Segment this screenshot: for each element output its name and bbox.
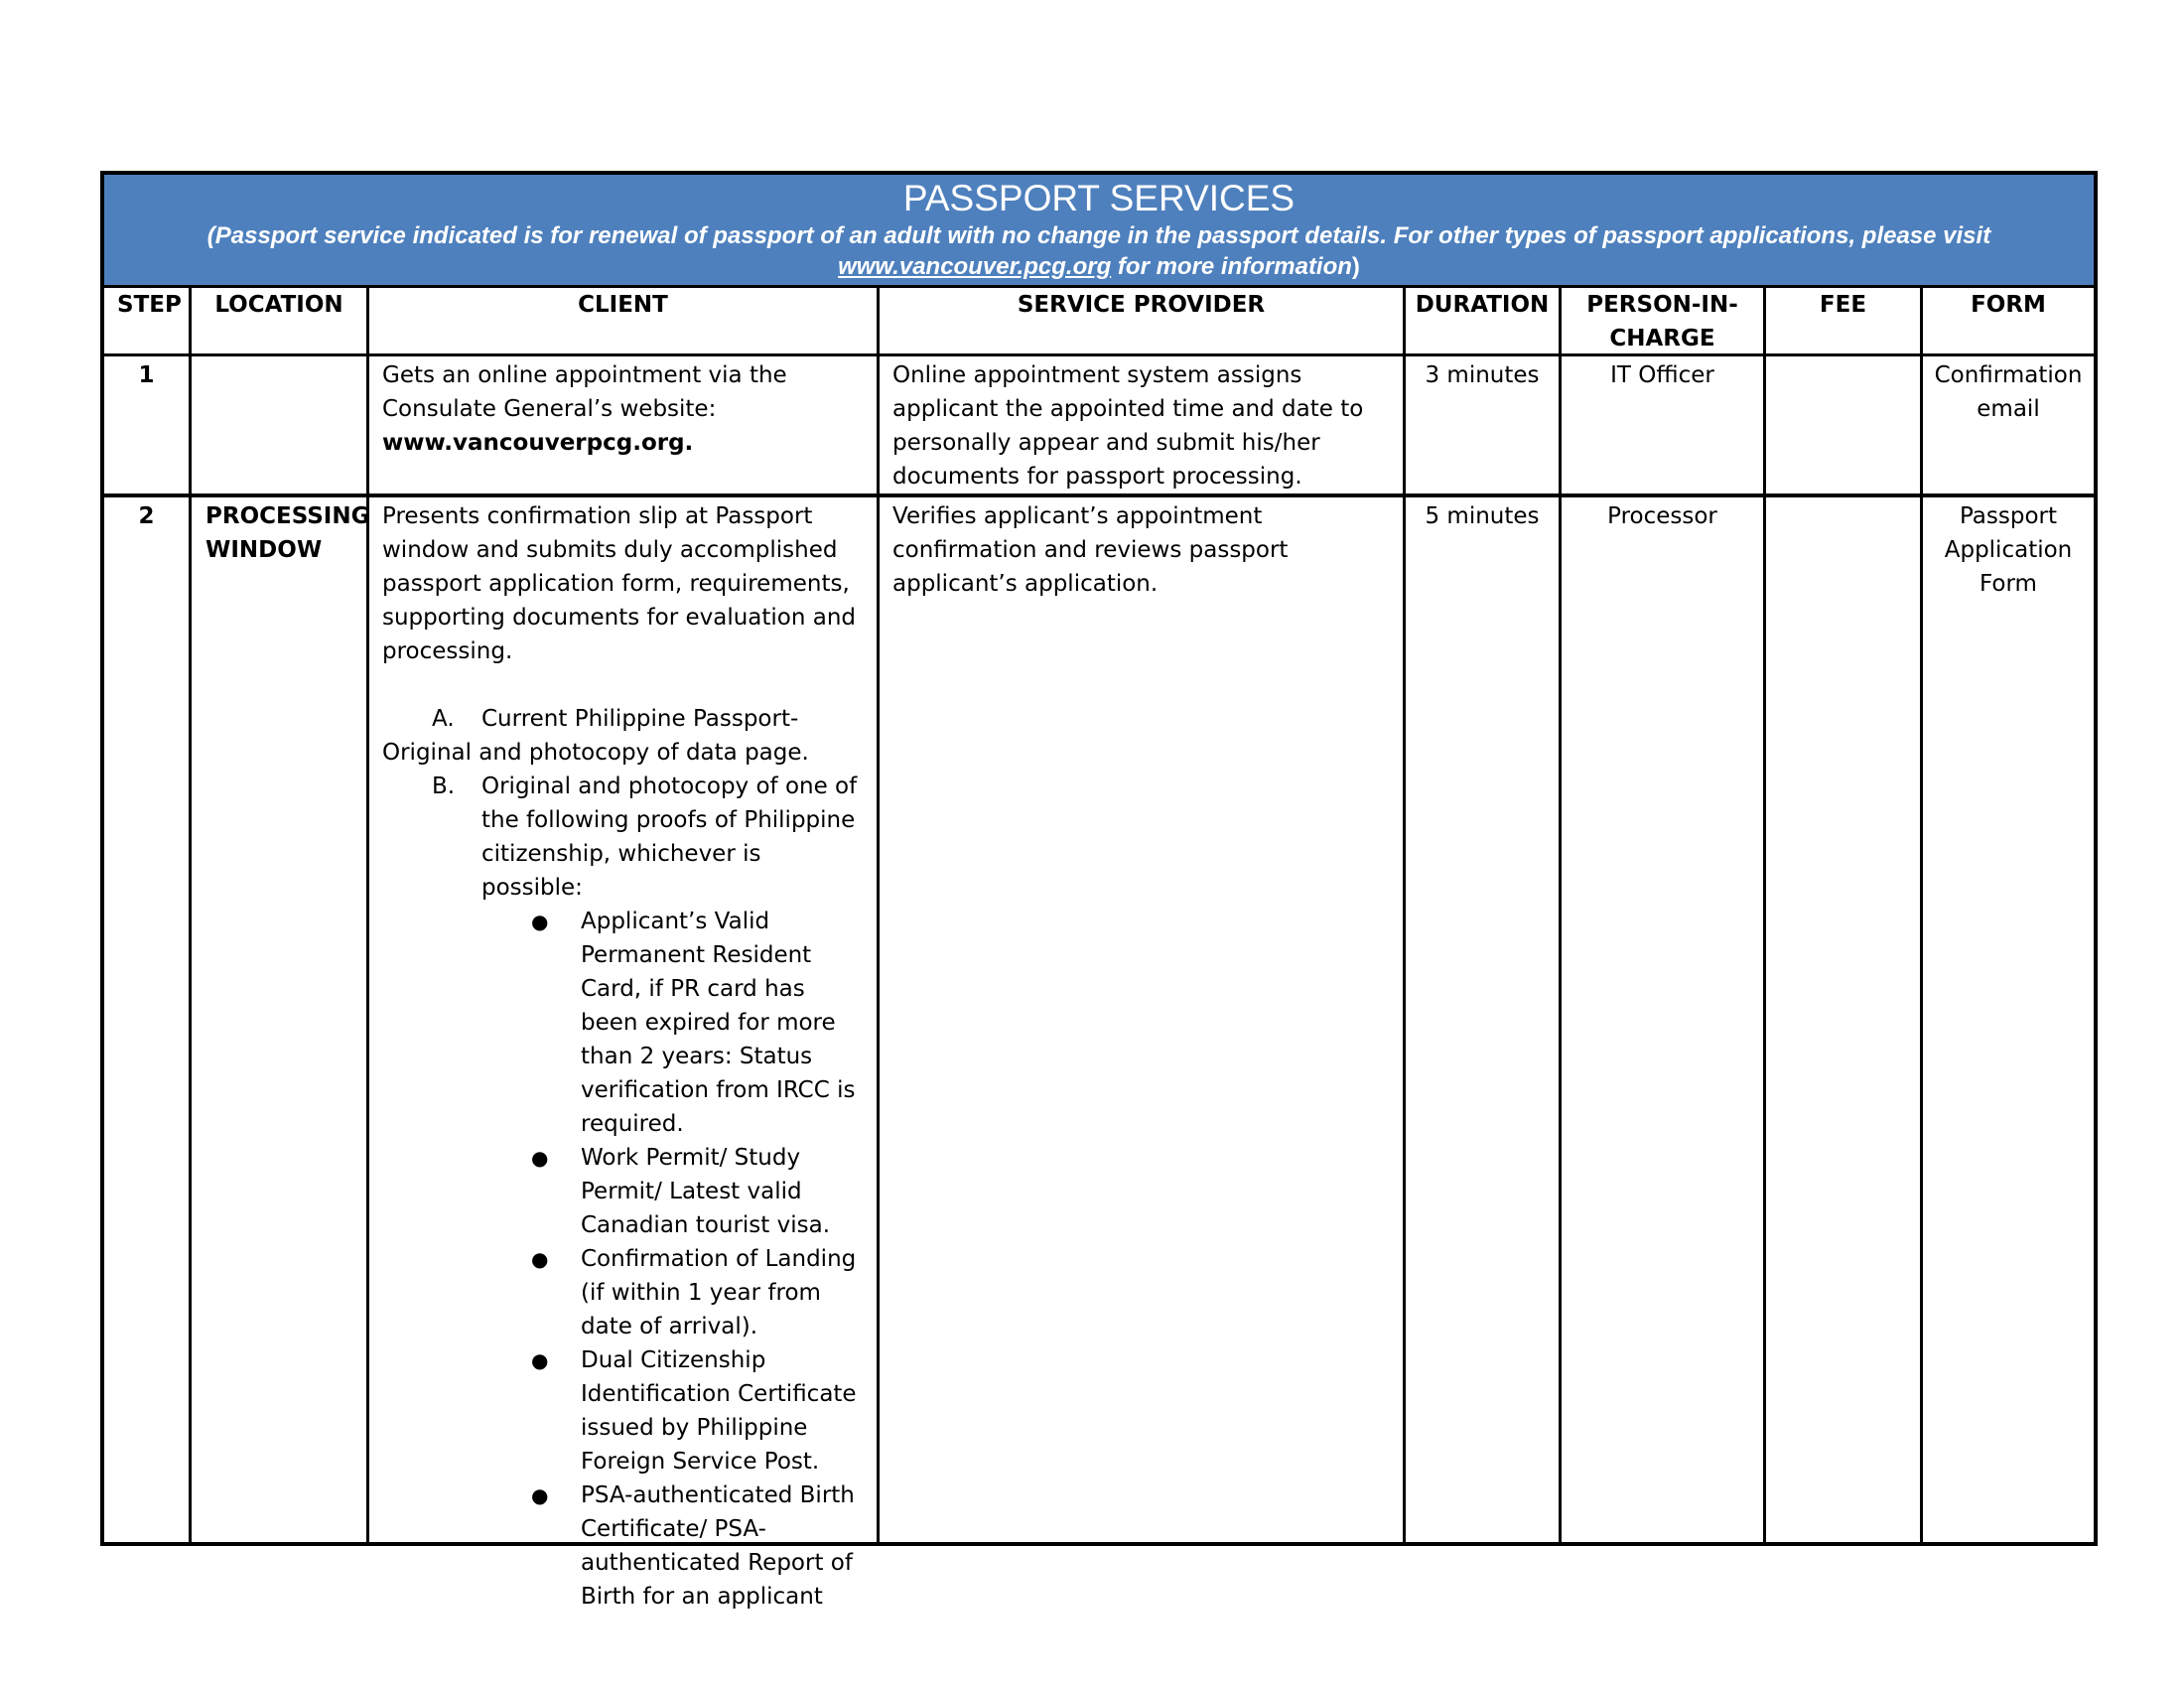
row1-client-text: Gets an online appointment via the Consulate General’s website: bbox=[382, 362, 787, 422]
website-link[interactable]: www.vancouver.pcg.org bbox=[838, 253, 1112, 280]
row1-fee bbox=[1766, 356, 1923, 497]
row2-client-intro: Presents confirmation slip at Passport window and submits duly accomplished passport application form, requirements, supporting documents for evaluation and processing. bbox=[382, 503, 857, 664]
row1-person-in-charge: IT Officer bbox=[1562, 356, 1766, 497]
bullet-item: ● PSA-authenticated Birth Certificate/ PSA-authenticated Report of Birth for an applicant bbox=[382, 1478, 864, 1614]
row2-step: 2 bbox=[104, 497, 192, 1542]
header-step: STEP bbox=[104, 285, 192, 356]
list-item-b: B. Original and photocopy of one of the following proofs of Philippine citizenship, whichever is possible: bbox=[382, 770, 864, 905]
row2-client bbox=[369, 497, 880, 1610]
subtitle-close: ) bbox=[1351, 253, 1360, 280]
row2-duration: 5 minutes bbox=[1406, 497, 1562, 1542]
table-subtitle bbox=[134, 220, 2064, 282]
bullet-icon: ● bbox=[531, 1247, 549, 1271]
row2-service-provider: Verifies applicant’s appointment confirmation and reviews passport applicant’s application. bbox=[880, 497, 1406, 1542]
row1-location bbox=[192, 356, 369, 497]
header-form: FORM bbox=[1923, 285, 2094, 356]
list-marker-b: B. bbox=[432, 774, 456, 799]
bullet-item: ● Work Permit/ Study Permit/ Latest valid Canadian tourist visa. bbox=[382, 1141, 864, 1242]
passport-services-table bbox=[100, 171, 2098, 1610]
header-client: CLIENT bbox=[369, 285, 880, 356]
bullet-icon: ● bbox=[531, 910, 549, 933]
row2-location: PROCESSING WINDOW bbox=[192, 497, 369, 1542]
header-fee: FEE bbox=[1766, 285, 1923, 356]
row2-person-in-charge: Processor bbox=[1562, 497, 1766, 1542]
subtitle-text: (Passport service indicated is for renewal of passport of an adult with no change in the passport details. For other types of passport applications, please visit bbox=[206, 222, 1991, 249]
header-person-in-charge: PERSON-IN- CHARGE bbox=[1562, 285, 1766, 356]
row1-service-provider: Online appointment system assigns applicant the appointed time and date to personally appear and submit his/her documents for passport processing. bbox=[880, 356, 1406, 497]
header-duration: DURATION bbox=[1406, 285, 1562, 356]
row1-client bbox=[369, 356, 880, 497]
row2-form: Passport Application Form bbox=[1944, 503, 2073, 597]
subtitle-text-end: for more information bbox=[1111, 253, 1352, 280]
table-banner bbox=[104, 175, 2094, 285]
table-title: PASSPORT SERVICES bbox=[902, 178, 1296, 218]
list-marker-a: A. bbox=[432, 706, 455, 732]
bullet-item: ● Dual Citizenship Identification Certificate issued by Philippine Foreign Service Post. bbox=[382, 1343, 864, 1478]
list-item-a: A. Current Philippine Passport- Original and photocopy of data page. bbox=[382, 702, 864, 770]
bullet-item: ● Confirmation of Landing (if within 1 year from date of arrival). bbox=[382, 1242, 864, 1343]
row2-fee bbox=[1766, 497, 1923, 1542]
bullet-icon: ● bbox=[531, 1483, 549, 1507]
header-service-provider: SERVICE PROVIDER bbox=[880, 285, 1406, 356]
row1-duration: 3 minutes bbox=[1406, 356, 1562, 497]
header-location: LOCATION bbox=[192, 285, 369, 356]
row1-form: Confirmation email bbox=[1923, 356, 2094, 497]
bullet-item: ● Applicant’s Valid Permanent Resident Card, if PR card has been expired for more than 2 years: Status verification from IRCC is required. bbox=[382, 905, 864, 1141]
row1-client-website: www.vancouverpcg.org. bbox=[382, 430, 694, 456]
row1-step: 1 bbox=[104, 356, 192, 497]
bullet-icon: ● bbox=[531, 1348, 549, 1372]
bullet-icon: ● bbox=[531, 1146, 549, 1170]
